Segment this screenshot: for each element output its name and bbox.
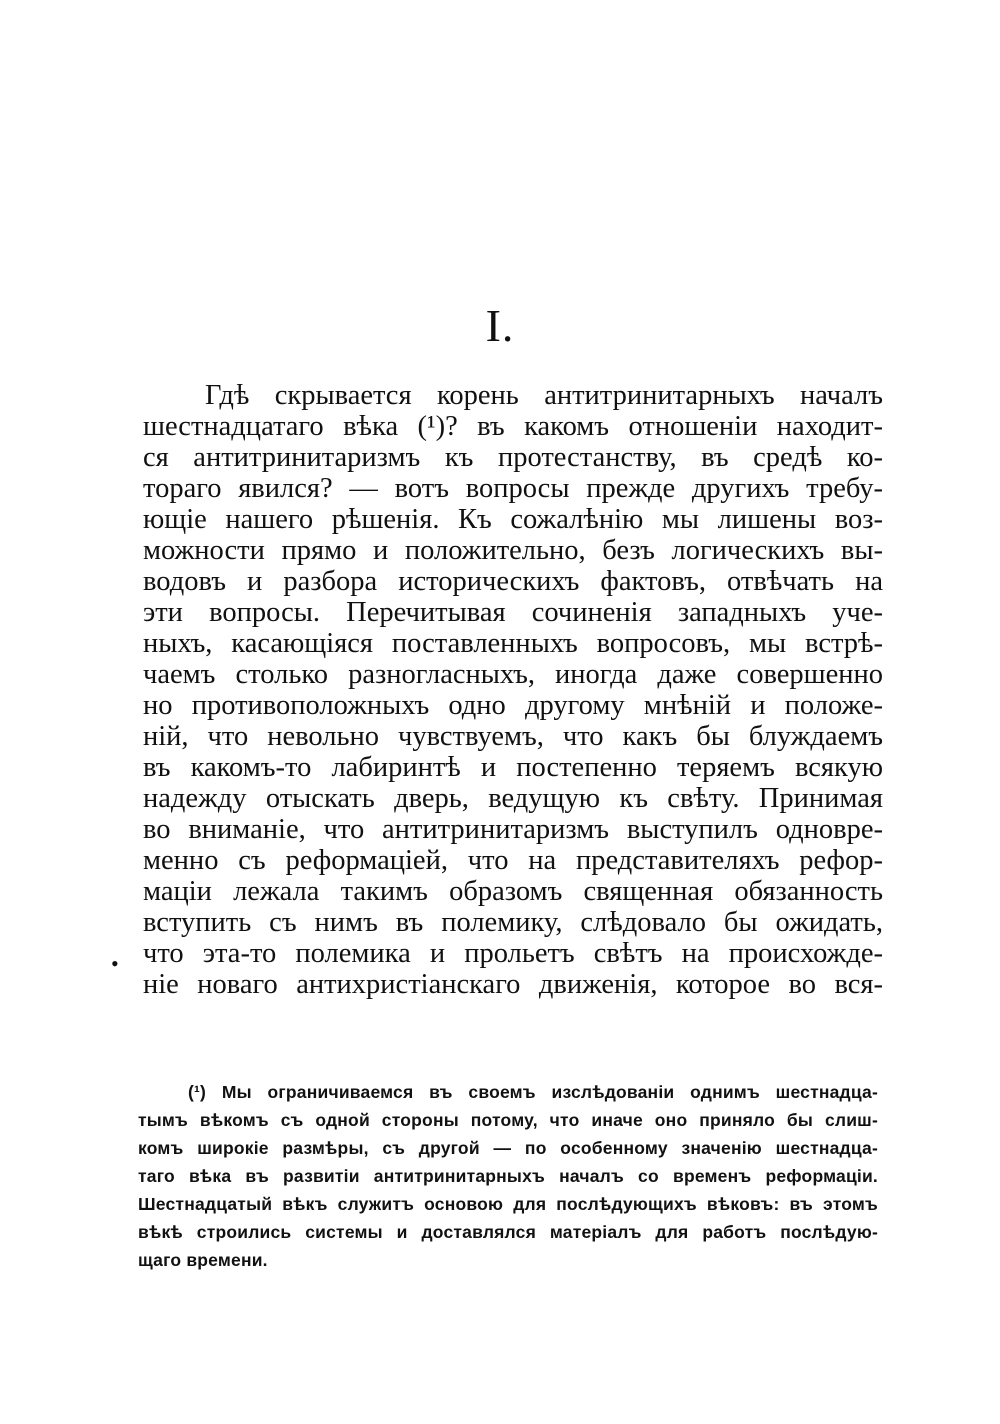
footnote-line: (¹) Мы ограничиваемся въ своемъ изслѣдованіи однимъ шестнадца- — [188, 1082, 878, 1102]
body-line: вступить съ нимъ въ полемику, слѣдовало бы ожидать, — [143, 907, 883, 938]
footnote-line: комъ широкіе размѣры, съ другой — по особенному значенію шестнадца- — [138, 1138, 878, 1158]
body-line: чаемъ столько разногласныхъ, иногда даже совершенно — [143, 659, 883, 690]
body-line: маціи лежала такимъ образомъ священная обязанность — [143, 876, 883, 907]
body-line: но противоположныхъ одно другому мнѣній и положе- — [143, 690, 883, 721]
body-line: водовъ и разбора историческихъ фактовъ, отвѣчать на — [143, 566, 883, 597]
body-line: что эта-то полемика и прольетъ свѣтъ на происхожде- — [143, 938, 883, 969]
body-line: эти вопросы. Перечитывая сочиненія западныхъ уче- — [143, 597, 883, 628]
footnote-line: тымъ вѣкомъ съ одной стороны потому, что иначе оно приняло бы слиш- — [138, 1110, 878, 1130]
footnote-line: таго вѣка въ развитіи антитринитарныхъ началъ со временъ реформаціи. — [138, 1166, 878, 1186]
body-line: надежду отыскать дверь, ведущую къ свѣту. Принимая — [143, 783, 883, 814]
body-line: ныхъ, касающіяся поставленныхъ вопросовъ, мы встрѣ- — [143, 628, 883, 659]
body-text — [143, 380, 883, 1000]
body-line: Гдѣ скрывается корень антитринитарныхъ началъ — [205, 380, 883, 411]
footnote-line: вѣкѣ строились системы и доставлялся матеріалъ для работъ послѣдую- — [138, 1222, 878, 1242]
body-line: можности прямо и положительно, безъ логическихъ вы- — [143, 535, 883, 566]
chapter-number: I. — [485, 300, 515, 351]
body-line: ніе новаго антихристіанскаго движенія, которое во вся- — [143, 969, 883, 1000]
footnote-line: щаго времени. — [138, 1250, 268, 1270]
body-line: ся антитринитаризмъ къ протестанству, въ средѣ ко- — [143, 442, 883, 473]
body-line: во вниманіе, что антитринитаризмъ выступилъ одновре- — [143, 814, 883, 845]
body-line: шестнадцатаго вѣка (¹)? въ какомъ отношеніи находит- — [143, 411, 883, 442]
body-line: ющіе нашего рѣшенія. Къ сожалѣнію мы лишены воз- — [143, 504, 883, 535]
body-line: менно съ реформаціей, что на представителяхъ рефор- — [143, 845, 883, 876]
body-line: тораго явился? — вотъ вопросы прежде другихъ требу- — [143, 473, 883, 504]
body-line: ній, что невольно чувствуемъ, что какъ бы блуждаемъ — [143, 721, 883, 752]
margin-mark: • — [111, 951, 119, 976]
footnote-line: Шестнадцатый вѣкъ служитъ основою для послѣдующихъ вѣковъ: въ этомъ — [138, 1194, 878, 1214]
footnote — [138, 1078, 878, 1274]
body-line: въ какомъ-то лабиринтѣ и постепенно теряемъ всякую — [143, 752, 883, 783]
